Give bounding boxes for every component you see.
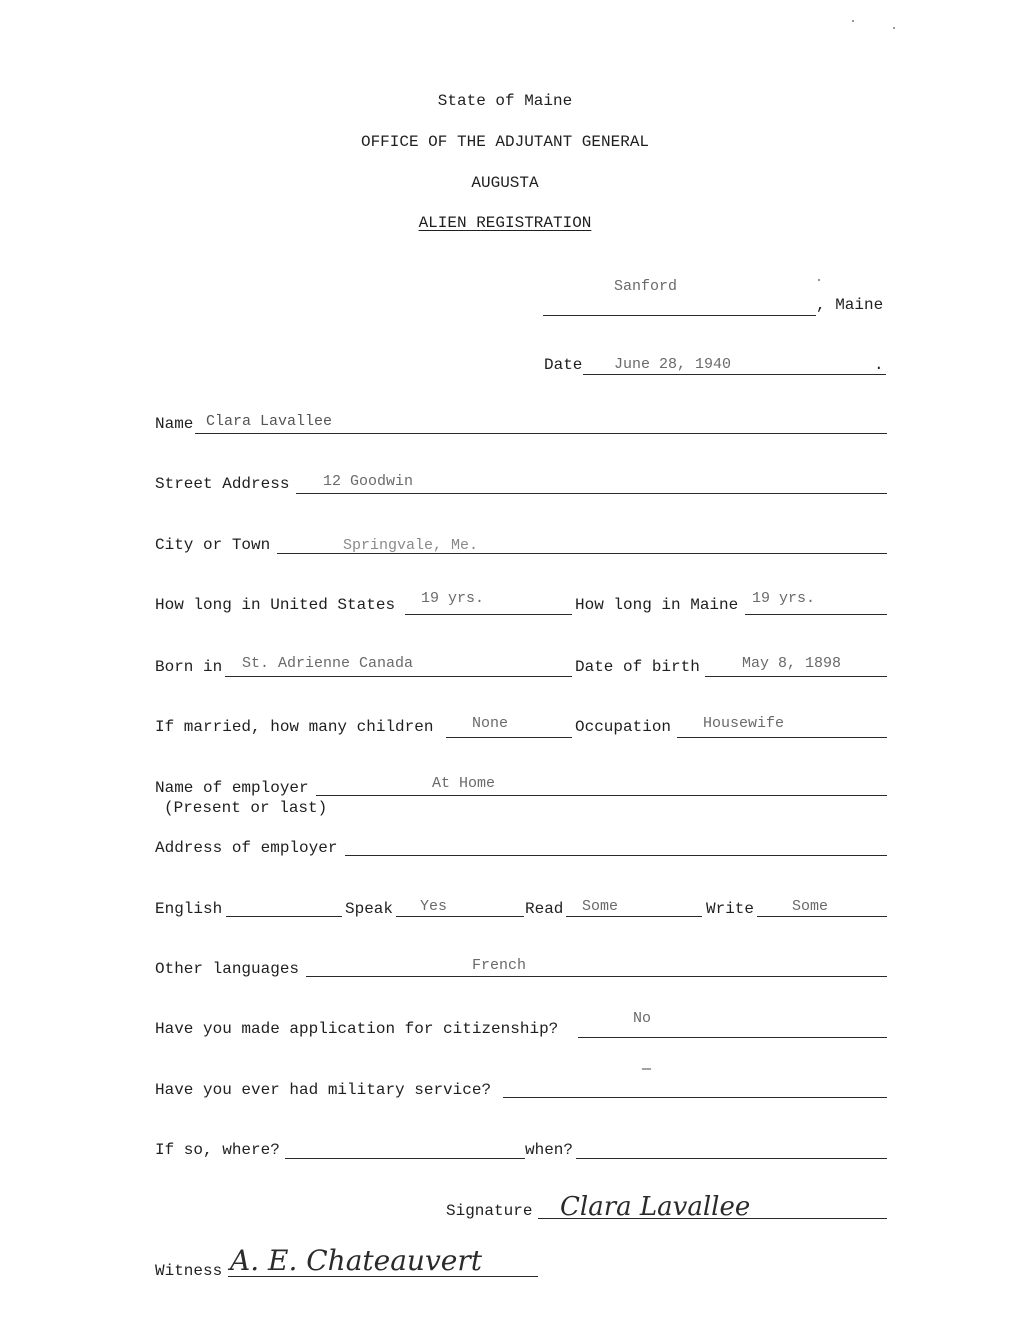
- occupation-value: Housewife: [703, 715, 785, 732]
- speak-value: Yes: [420, 898, 448, 915]
- date-value: June 28, 1940: [614, 356, 732, 373]
- date-line: [583, 374, 886, 375]
- street-value: 12 Goodwin: [323, 473, 414, 490]
- employer-address-label: Address of employer: [155, 839, 338, 857]
- state-suffix: , Maine: [816, 296, 884, 314]
- born-in-line: [225, 676, 572, 677]
- city-label: City or Town: [155, 536, 271, 554]
- city-line: [277, 553, 887, 554]
- signature-label: Signature: [446, 1202, 533, 1220]
- signature-line: [538, 1218, 887, 1219]
- state-heading: State of Maine: [437, 92, 573, 110]
- employer-line: [316, 795, 887, 796]
- write-value: Some: [792, 898, 829, 915]
- signature-value: Clara Lavallee: [560, 1192, 751, 1222]
- military-line: [503, 1097, 887, 1098]
- born-in-value: St. Adrienne Canada: [242, 655, 414, 672]
- city-heading: AUGUSTA: [471, 174, 539, 192]
- scan-speck: [818, 279, 820, 281]
- office-heading: OFFICE OF THE ADJUTANT GENERAL: [360, 133, 650, 151]
- where-line: [285, 1158, 525, 1159]
- other-languages-label: Other languages: [155, 960, 300, 978]
- citizenship-label: Have you made application for citizenship?: [155, 1020, 559, 1038]
- how-long-us-label: How long in United States: [155, 596, 396, 614]
- employer-value: At Home: [432, 775, 496, 792]
- read-value: Some: [582, 898, 619, 915]
- speak-label: Speak: [345, 900, 394, 918]
- how-long-maine-value: 19 yrs.: [752, 590, 816, 607]
- form-title: ALIEN REGISTRATION: [418, 214, 592, 232]
- how-long-us-line: [405, 614, 572, 615]
- english-line: [226, 916, 342, 917]
- date-end-mark: .: [874, 356, 884, 374]
- children-line: [446, 737, 572, 738]
- city-value: Springvale, Me.: [343, 537, 479, 554]
- children-label: If married, how many children: [155, 718, 434, 736]
- street-label: Street Address: [155, 475, 290, 493]
- write-line: [757, 916, 887, 917]
- date-label: Date: [544, 356, 583, 374]
- dob-label: Date of birth: [575, 658, 700, 676]
- when-line: [576, 1158, 887, 1159]
- other-languages-line: [306, 976, 887, 977]
- how-long-us-value: 19 yrs.: [421, 590, 485, 607]
- military-value: —: [642, 1061, 652, 1078]
- witness-line: [228, 1276, 538, 1277]
- employer-label: Name of employer: [155, 779, 309, 797]
- where-label: If so, where?: [155, 1141, 280, 1159]
- scan-speck: [852, 20, 854, 22]
- citizenship-value: No: [633, 1010, 652, 1027]
- occupation-line: [677, 737, 887, 738]
- how-long-maine-label: How long in Maine: [575, 596, 739, 614]
- military-label: Have you ever had military service?: [155, 1081, 492, 1099]
- name-label: Name: [155, 415, 194, 433]
- read-label: Read: [525, 900, 564, 918]
- town-value: Sanford: [614, 278, 678, 295]
- read-line: [566, 916, 702, 917]
- name-line: [195, 433, 887, 434]
- employer-sublabel: (Present or last): [164, 799, 328, 817]
- scan-speck: [893, 27, 895, 29]
- name-value: Clara Lavallee: [206, 413, 333, 430]
- when-label: when?: [525, 1141, 574, 1159]
- write-label: Write: [706, 900, 755, 918]
- street-line: [296, 493, 887, 494]
- town-line: [543, 315, 816, 316]
- born-in-label: Born in: [155, 658, 223, 676]
- english-label: English: [155, 900, 223, 918]
- witness-value: A. E. Chateauvert: [230, 1244, 482, 1277]
- occupation-label: Occupation: [575, 718, 672, 736]
- children-value: None: [472, 715, 509, 732]
- how-long-maine-line: [745, 614, 887, 615]
- citizenship-line: [578, 1037, 887, 1038]
- dob-line: [705, 676, 887, 677]
- other-languages-value: French: [472, 957, 527, 974]
- witness-label: Witness: [155, 1262, 223, 1280]
- employer-address-line: [345, 855, 887, 856]
- dob-value: May 8, 1898: [742, 655, 842, 672]
- speak-line: [396, 916, 524, 917]
